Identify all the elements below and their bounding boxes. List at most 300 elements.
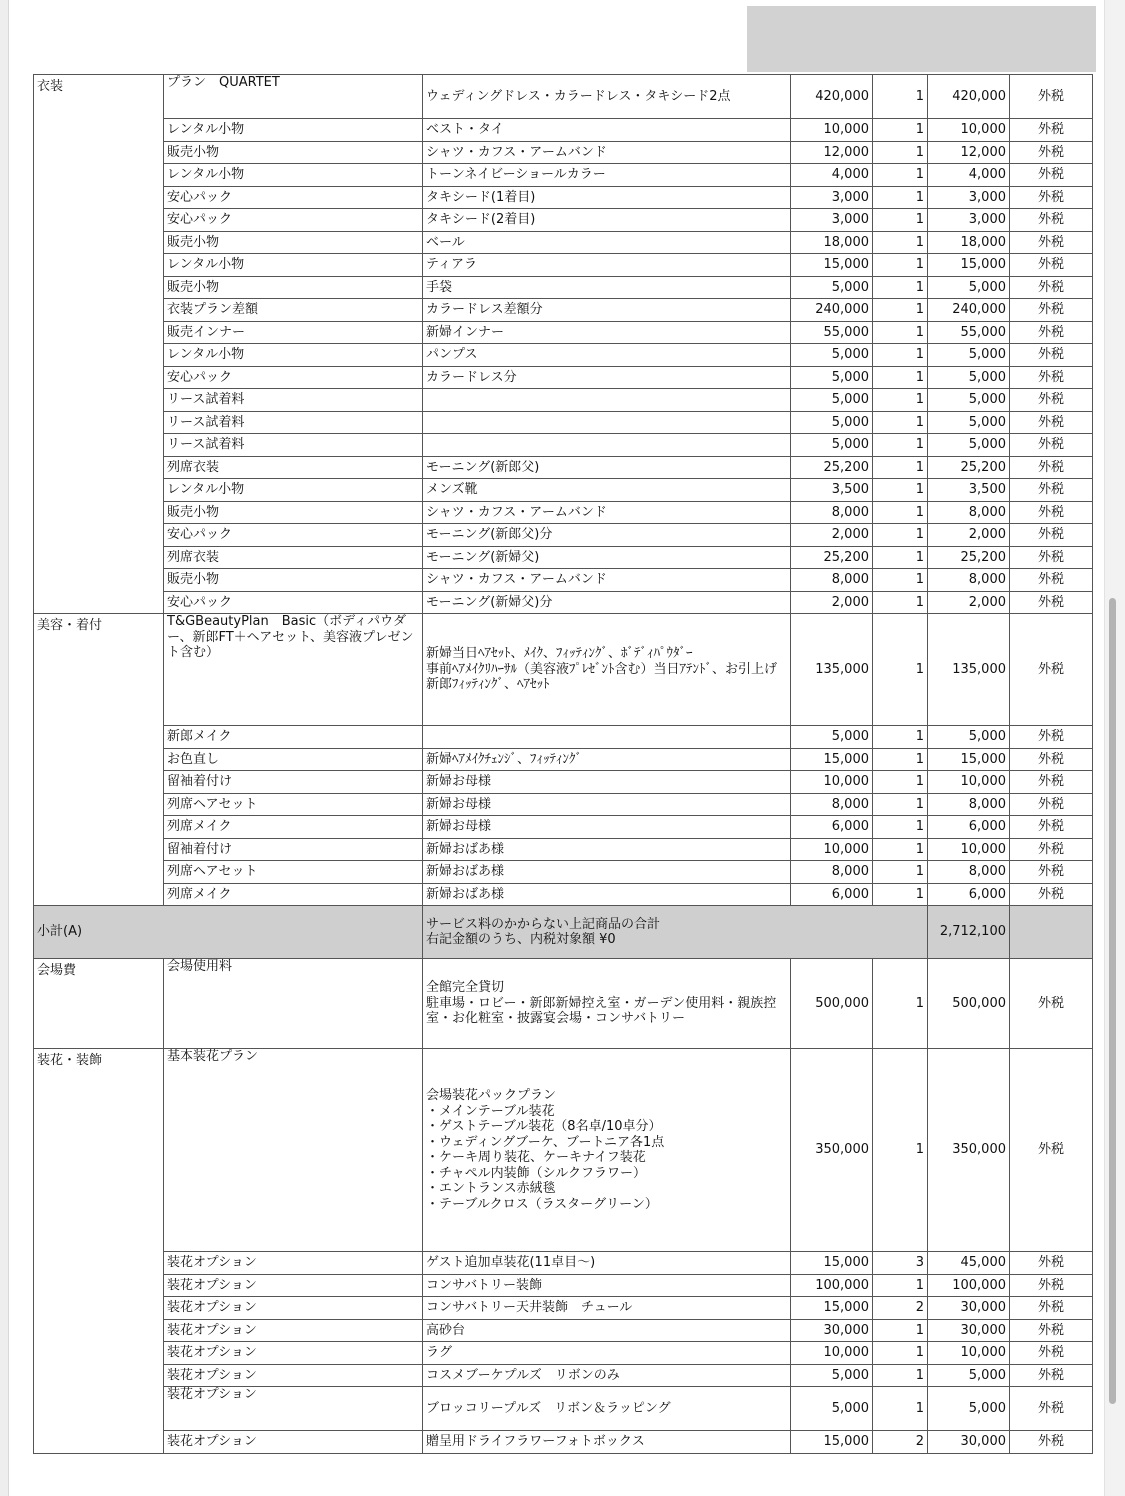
unit-price-cell: 10,000 xyxy=(791,771,873,794)
tax-type-cell: 外税 xyxy=(1010,546,1093,569)
item-name-cell: 安心パック xyxy=(164,186,423,209)
item-name-cell: 装花オプション xyxy=(164,1431,423,1454)
amount-cell: 10,000 xyxy=(928,1342,1010,1365)
tax-type-cell: 外税 xyxy=(1010,186,1093,209)
unit-price-cell: 135,000 xyxy=(791,614,873,726)
unit-price-cell: 25,200 xyxy=(791,546,873,569)
table-row xyxy=(34,164,1093,187)
table-row xyxy=(34,1297,1093,1320)
description-line: ・メインテーブル装花 xyxy=(426,1103,555,1119)
description-cell xyxy=(423,186,791,209)
description-cell xyxy=(423,119,791,142)
amount-cell: 3,500 xyxy=(928,479,1010,502)
description-cell xyxy=(423,816,791,839)
tax-type-cell: 外税 xyxy=(1010,344,1093,367)
quantity-cell: 1 xyxy=(873,569,928,592)
item-name-cell: レンタル小物 xyxy=(164,479,423,502)
description-cell xyxy=(423,299,791,322)
unit-price-cell: 18,000 xyxy=(791,231,873,254)
amount-cell: 5,000 xyxy=(928,366,1010,389)
description-line: ・ウェディングブーケ、ブートニア各1点 xyxy=(426,1134,665,1150)
description-line: 新婦お母様 xyxy=(426,819,492,834)
table-row xyxy=(34,75,1093,119)
table-row xyxy=(34,299,1093,322)
tax-type-cell: 外税 xyxy=(1010,389,1093,412)
amount-cell: 55,000 xyxy=(928,321,1010,344)
table-row xyxy=(34,434,1093,457)
amount-cell: 5,000 xyxy=(928,389,1010,412)
description-line: モーニング(新婦父) xyxy=(426,549,540,565)
tax-type-cell: 外税 xyxy=(1010,411,1093,434)
item-name-cell: リース試着料 xyxy=(164,411,423,434)
amount-cell: 6,000 xyxy=(928,883,1010,906)
description-line: 新婦当日ﾍｱｾｯﾄ、ﾒｲｸ、ﾌｨｯﾃｨﾝｸﾞ、ﾎﾞﾃﾞｨﾊﾟｳﾀﾞｰ xyxy=(426,646,693,662)
unit-price-cell: 15,000 xyxy=(791,1431,873,1454)
tax-type-cell: 外税 xyxy=(1010,434,1093,457)
table-row xyxy=(34,276,1093,299)
quantity-cell: 1 xyxy=(873,231,928,254)
tax-type-cell: 外税 xyxy=(1010,883,1093,906)
table-row xyxy=(34,959,1093,1049)
description-cell xyxy=(423,1364,791,1387)
item-name-cell: 安心パック xyxy=(164,366,423,389)
tax-type-cell: 外税 xyxy=(1010,1319,1093,1342)
quantity-cell: 1 xyxy=(873,479,928,502)
table-row xyxy=(34,389,1093,412)
amount-cell: 3,000 xyxy=(928,209,1010,232)
table-row xyxy=(34,524,1093,547)
table-row xyxy=(34,344,1093,367)
item-name-cell: 留袖着付け xyxy=(164,771,423,794)
quantity-cell: 1 xyxy=(873,546,928,569)
quantity-cell: 1 xyxy=(873,501,928,524)
quantity-cell: 1 xyxy=(873,524,928,547)
quantity-cell: 1 xyxy=(873,411,928,434)
tax-type-cell: 外税 xyxy=(1010,793,1093,816)
unit-price-cell: 30,000 xyxy=(791,1319,873,1342)
item-name-cell: 販売小物 xyxy=(164,141,423,164)
quantity-cell: 1 xyxy=(873,254,928,277)
quantity-cell: 1 xyxy=(873,366,928,389)
table-row xyxy=(34,1387,1093,1431)
description-line: モーニング(新婦父)分 xyxy=(426,594,553,610)
tax-type-cell: 外税 xyxy=(1010,748,1093,771)
subtotal-amount: 2,712,100 xyxy=(928,906,1010,959)
description-line: コンサバトリー装飾 xyxy=(426,1277,542,1293)
amount-cell: 4,000 xyxy=(928,164,1010,187)
item-name-cell: 列席メイク xyxy=(164,816,423,839)
tax-type-cell: 外税 xyxy=(1010,614,1093,726)
item-name-cell: 装花オプション xyxy=(164,1319,423,1342)
description-cell xyxy=(423,344,791,367)
description-cell xyxy=(423,75,791,119)
unit-price-cell: 15,000 xyxy=(791,748,873,771)
description-cell xyxy=(423,614,791,726)
table-row xyxy=(34,1049,1093,1252)
amount-cell: 5,000 xyxy=(928,1364,1010,1387)
unit-price-cell: 55,000 xyxy=(791,321,873,344)
description-cell xyxy=(423,209,791,232)
amount-cell: 18,000 xyxy=(928,231,1010,254)
unit-price-cell: 6,000 xyxy=(791,883,873,906)
quantity-cell: 1 xyxy=(873,816,928,839)
amount-cell: 2,000 xyxy=(928,591,1010,614)
unit-price-cell: 10,000 xyxy=(791,838,873,861)
description-line: 贈呈用ドライフラワーフォトボックス xyxy=(426,1434,645,1449)
description-line: 新婦お母様 xyxy=(426,774,492,789)
description-cell xyxy=(423,1319,791,1342)
description-cell xyxy=(423,479,791,502)
table-row xyxy=(34,614,1093,726)
description-cell xyxy=(423,569,791,592)
unit-price-cell: 3,000 xyxy=(791,209,873,232)
description-line: 新婦おばあ様 xyxy=(426,886,505,902)
quantity-cell: 1 xyxy=(873,164,928,187)
quantity-cell: 3 xyxy=(873,1252,928,1275)
tax-type-cell: 外税 xyxy=(1010,1387,1093,1431)
subtotal-description xyxy=(423,906,928,959)
quantity-cell: 1 xyxy=(873,209,928,232)
description-line: 事前ﾍｱﾒｲｸﾘﾊｰｻﾙ（美容液ﾌﾟﾚｾﾞﾝﾄ含む）当日ｱﾃﾝﾄﾞ、お引上げ xyxy=(426,661,778,677)
quantity-cell: 1 xyxy=(873,1319,928,1342)
amount-cell: 15,000 xyxy=(928,748,1010,771)
unit-price-cell: 3,000 xyxy=(791,186,873,209)
description-cell xyxy=(423,434,791,457)
unit-price-cell: 5,000 xyxy=(791,434,873,457)
description-cell xyxy=(423,276,791,299)
description-line: 新婦お母様 xyxy=(426,796,492,812)
description-line: ・ケーキ周り装花、ケーキナイフ装花 xyxy=(426,1150,646,1165)
amount-cell: 30,000 xyxy=(928,1319,1010,1342)
quantity-cell: 2 xyxy=(873,1431,928,1454)
unit-price-cell: 3,500 xyxy=(791,479,873,502)
amount-cell: 30,000 xyxy=(928,1431,1010,1454)
item-name-cell: 装花オプション xyxy=(164,1252,423,1275)
redacted-header-box xyxy=(747,6,1096,72)
description-line: ・テーブルクロス（ラスターグリーン） xyxy=(426,1196,658,1212)
table-row xyxy=(34,186,1093,209)
amount-cell: 10,000 xyxy=(928,838,1010,861)
quantity-cell: 1 xyxy=(873,1274,928,1297)
unit-price-cell: 5,000 xyxy=(791,411,873,434)
item-name-cell: 列席メイク xyxy=(164,883,423,906)
description-line: 会場装花パックプラン xyxy=(426,1088,557,1103)
table-row xyxy=(34,209,1093,232)
description-line: 手袋 xyxy=(426,279,453,295)
description-cell xyxy=(423,793,791,816)
unit-price-cell: 15,000 xyxy=(791,254,873,277)
table-row xyxy=(34,748,1093,771)
tax-type-cell: 外税 xyxy=(1010,456,1093,479)
table-row xyxy=(34,883,1093,906)
tax-type-cell: 外税 xyxy=(1010,321,1093,344)
category-cell: 美容・着付 xyxy=(34,614,164,906)
unit-price-cell: 25,200 xyxy=(791,456,873,479)
description-cell xyxy=(423,959,791,1049)
description-line: モーニング(新郎父)分 xyxy=(426,527,553,542)
quantity-cell: 1 xyxy=(873,456,928,479)
item-name-cell: 留袖着付け xyxy=(164,838,423,861)
description-line: ベスト・タイ xyxy=(426,122,504,137)
description-cell xyxy=(423,1342,791,1365)
description-line: モーニング(新郎父) xyxy=(426,459,540,475)
tax-type-cell: 外税 xyxy=(1010,209,1093,232)
amount-cell: 5,000 xyxy=(928,411,1010,434)
description-line: コスメブーケプルズ リボンのみ xyxy=(426,1367,620,1383)
description-line: 高砂台 xyxy=(426,1322,466,1338)
item-name-cell: 安心パック xyxy=(164,524,423,547)
tax-type-cell: 外税 xyxy=(1010,816,1093,839)
tax-type-cell: 外税 xyxy=(1010,254,1093,277)
quantity-cell: 1 xyxy=(873,276,928,299)
unit-price-cell: 6,000 xyxy=(791,816,873,839)
quantity-cell: 1 xyxy=(873,389,928,412)
left-window-edge xyxy=(0,0,9,1496)
description-line: 全館完全貸切 xyxy=(426,980,505,996)
unit-price-cell: 8,000 xyxy=(791,569,873,592)
description-cell xyxy=(423,591,791,614)
tax-type-cell: 外税 xyxy=(1010,231,1093,254)
description-cell xyxy=(423,141,791,164)
item-name-cell: 販売小物 xyxy=(164,231,423,254)
quantity-cell: 1 xyxy=(873,75,928,119)
scrollbar-thumb[interactable] xyxy=(1109,598,1116,1404)
item-name-cell: 装花オプション xyxy=(164,1297,423,1320)
description-line: ・ゲストテーブル装花（8名卓/10卓分） xyxy=(426,1119,662,1134)
quantity-cell: 1 xyxy=(873,614,928,726)
table-row xyxy=(34,1431,1093,1454)
amount-cell: 6,000 xyxy=(928,816,1010,839)
item-name-cell: 安心パック xyxy=(164,591,423,614)
item-name-cell: 装花オプション xyxy=(164,1364,423,1387)
amount-cell: 5,000 xyxy=(928,726,1010,749)
quantity-cell: 1 xyxy=(873,591,928,614)
amount-cell: 25,200 xyxy=(928,456,1010,479)
amount-cell: 240,000 xyxy=(928,299,1010,322)
description-line: ベール xyxy=(426,234,465,250)
amount-cell: 10,000 xyxy=(928,771,1010,794)
description-cell xyxy=(423,321,791,344)
amount-cell: 135,000 xyxy=(928,614,1010,726)
item-name-cell: レンタル小物 xyxy=(164,254,423,277)
unit-price-cell: 5,000 xyxy=(791,726,873,749)
description-cell xyxy=(423,883,791,906)
description-line: 新婦ﾍｱﾒｲｸﾁｪﾝｼﾞ、ﾌｨｯﾃｨﾝｸﾞ xyxy=(426,751,583,767)
unit-price-cell: 8,000 xyxy=(791,793,873,816)
unit-price-cell: 5,000 xyxy=(791,1387,873,1431)
description-cell xyxy=(423,501,791,524)
description-cell xyxy=(423,1431,791,1454)
tax-type-cell: 外税 xyxy=(1010,861,1093,884)
description-line: シャツ・カフス・アームバンド xyxy=(426,504,607,520)
table-row xyxy=(34,569,1093,592)
quantity-cell: 1 xyxy=(873,1049,928,1252)
tax-type-cell: 外税 xyxy=(1010,591,1093,614)
description-line: 新婦おばあ様 xyxy=(426,864,505,879)
item-name-cell: レンタル小物 xyxy=(164,119,423,142)
quantity-cell: 1 xyxy=(873,838,928,861)
table-row xyxy=(34,726,1093,749)
amount-cell: 12,000 xyxy=(928,141,1010,164)
category-cell: 装花・装飾 xyxy=(34,1049,164,1454)
table-row xyxy=(34,254,1093,277)
unit-price-cell: 5,000 xyxy=(791,276,873,299)
table-row xyxy=(34,456,1093,479)
table-row xyxy=(34,1252,1093,1275)
unit-price-cell: 2,000 xyxy=(791,524,873,547)
item-name-cell: 列席衣装 xyxy=(164,546,423,569)
quantity-cell: 1 xyxy=(873,186,928,209)
item-name-cell: プラン QUARTET xyxy=(164,75,423,119)
quantity-cell: 1 xyxy=(873,1364,928,1387)
description-line: メンズ靴 xyxy=(426,482,478,497)
description-cell xyxy=(423,411,791,434)
amount-cell: 25,200 xyxy=(928,546,1010,569)
subtotal-row xyxy=(34,906,1093,959)
description-cell xyxy=(423,231,791,254)
description-line: タキシード(1着目) xyxy=(426,189,536,205)
item-name-cell: T&GBeautyPlan Basic（ボディパウダー、新郎FT＋ヘアセット、美容液プレゼント含む） xyxy=(164,614,423,726)
amount-cell: 10,000 xyxy=(928,119,1010,142)
description-cell xyxy=(423,861,791,884)
table-row xyxy=(34,141,1093,164)
quantity-cell: 1 xyxy=(873,119,928,142)
unit-price-cell: 8,000 xyxy=(791,501,873,524)
unit-price-cell: 5,000 xyxy=(791,1364,873,1387)
unit-price-cell: 350,000 xyxy=(791,1049,873,1252)
unit-price-cell: 12,000 xyxy=(791,141,873,164)
description-line: ・エントランス赤絨毯 xyxy=(426,1181,556,1196)
description-line: シャツ・カフス・アームバンド xyxy=(426,572,607,587)
description-cell xyxy=(423,1387,791,1431)
item-name-cell: 販売インナー xyxy=(164,321,423,344)
subtotal-tax-empty xyxy=(1010,906,1093,959)
description-line: パンプス xyxy=(426,347,478,362)
description-cell xyxy=(423,164,791,187)
item-name-cell: 安心パック xyxy=(164,209,423,232)
tax-type-cell: 外税 xyxy=(1010,1342,1093,1365)
quantity-cell: 1 xyxy=(873,793,928,816)
tax-type-cell: 外税 xyxy=(1010,726,1093,749)
category-cell: 会場費 xyxy=(34,959,164,1049)
description-cell xyxy=(423,389,791,412)
tax-type-cell: 外税 xyxy=(1010,1364,1093,1387)
quantity-cell: 1 xyxy=(873,1387,928,1431)
table-row xyxy=(34,1342,1093,1365)
amount-cell: 3,000 xyxy=(928,186,1010,209)
amount-cell: 8,000 xyxy=(928,793,1010,816)
tax-type-cell: 外税 xyxy=(1010,1431,1093,1454)
tax-type-cell: 外税 xyxy=(1010,959,1093,1049)
description-cell xyxy=(423,748,791,771)
item-name-cell: 列席ヘアセット xyxy=(164,861,423,884)
table-row xyxy=(34,411,1093,434)
amount-cell: 15,000 xyxy=(928,254,1010,277)
description-line: トーンネイビーショールカラー xyxy=(426,167,606,182)
description-cell xyxy=(423,838,791,861)
tax-type-cell: 外税 xyxy=(1010,1274,1093,1297)
tax-type-cell: 外税 xyxy=(1010,299,1093,322)
table-row xyxy=(34,591,1093,614)
description-cell xyxy=(423,771,791,794)
item-name-cell: リース試着料 xyxy=(164,389,423,412)
item-name-cell: お色直し xyxy=(164,748,423,771)
amount-cell: 8,000 xyxy=(928,861,1010,884)
unit-price-cell: 4,000 xyxy=(791,164,873,187)
table-row xyxy=(34,1364,1093,1387)
amount-cell: 30,000 xyxy=(928,1297,1010,1320)
table-row xyxy=(34,366,1093,389)
tax-type-cell: 外税 xyxy=(1010,1049,1093,1252)
description-line: 新郎ﾌｨｯﾃｨﾝｸﾞ、ﾍｱｾｯﾄ xyxy=(426,677,550,693)
amount-cell: 350,000 xyxy=(928,1049,1010,1252)
description-cell xyxy=(423,524,791,547)
tax-type-cell: 外税 xyxy=(1010,164,1093,187)
tax-type-cell: 外税 xyxy=(1010,771,1093,794)
subtotal-description-line: 右記金額のうち、内税対象額 ¥0 xyxy=(426,932,616,947)
tax-type-cell: 外税 xyxy=(1010,141,1093,164)
unit-price-cell: 5,000 xyxy=(791,344,873,367)
tax-type-cell: 外税 xyxy=(1010,1297,1093,1320)
description-line: カラードレス分 xyxy=(426,369,517,385)
description-line: ティアラ xyxy=(426,257,477,272)
description-line: ・チャペル内装飾（シルクフラワー） xyxy=(426,1165,647,1181)
quantity-cell: 1 xyxy=(873,321,928,344)
item-name-cell: リース試着料 xyxy=(164,434,423,457)
tax-type-cell: 外税 xyxy=(1010,524,1093,547)
tax-type-cell: 外税 xyxy=(1010,501,1093,524)
description-cell xyxy=(423,1274,791,1297)
tax-type-cell: 外税 xyxy=(1010,838,1093,861)
description-line: ウェディングドレス・カラードレス・タキシード2点 xyxy=(426,88,731,104)
item-name-cell: 装花オプション xyxy=(164,1387,423,1431)
unit-price-cell: 5,000 xyxy=(791,389,873,412)
tax-type-cell: 外税 xyxy=(1010,1252,1093,1275)
unit-price-cell: 8,000 xyxy=(791,861,873,884)
item-name-cell: 衣装プラン差額 xyxy=(164,299,423,322)
unit-price-cell: 2,000 xyxy=(791,591,873,614)
amount-cell: 5,000 xyxy=(928,344,1010,367)
amount-cell: 5,000 xyxy=(928,1387,1010,1431)
tax-type-cell: 外税 xyxy=(1010,276,1093,299)
table-row xyxy=(34,1319,1093,1342)
quantity-cell: 1 xyxy=(873,748,928,771)
table-row xyxy=(34,1274,1093,1297)
item-name-cell: 新郎メイク xyxy=(164,726,423,749)
description-line: 新婦おばあ様 xyxy=(426,841,505,857)
description-cell xyxy=(423,1049,791,1252)
amount-cell: 420,000 xyxy=(928,75,1010,119)
amount-cell: 5,000 xyxy=(928,434,1010,457)
amount-cell: 100,000 xyxy=(928,1274,1010,1297)
quantity-cell: 1 xyxy=(873,771,928,794)
unit-price-cell: 10,000 xyxy=(791,119,873,142)
table-row xyxy=(34,793,1093,816)
table-row xyxy=(34,546,1093,569)
description-line: シャツ・カフス・アームバンド xyxy=(426,144,607,160)
description-cell xyxy=(423,546,791,569)
quantity-cell: 1 xyxy=(873,861,928,884)
quantity-cell: 1 xyxy=(873,141,928,164)
description-cell xyxy=(423,1297,791,1320)
unit-price-cell: 10,000 xyxy=(791,1342,873,1365)
description-line: タキシード(2着目) xyxy=(426,212,536,227)
tax-type-cell: 外税 xyxy=(1010,119,1093,142)
unit-price-cell: 15,000 xyxy=(791,1297,873,1320)
item-name-cell: 装花オプション xyxy=(164,1274,423,1297)
table-row xyxy=(34,771,1093,794)
unit-price-cell: 500,000 xyxy=(791,959,873,1049)
